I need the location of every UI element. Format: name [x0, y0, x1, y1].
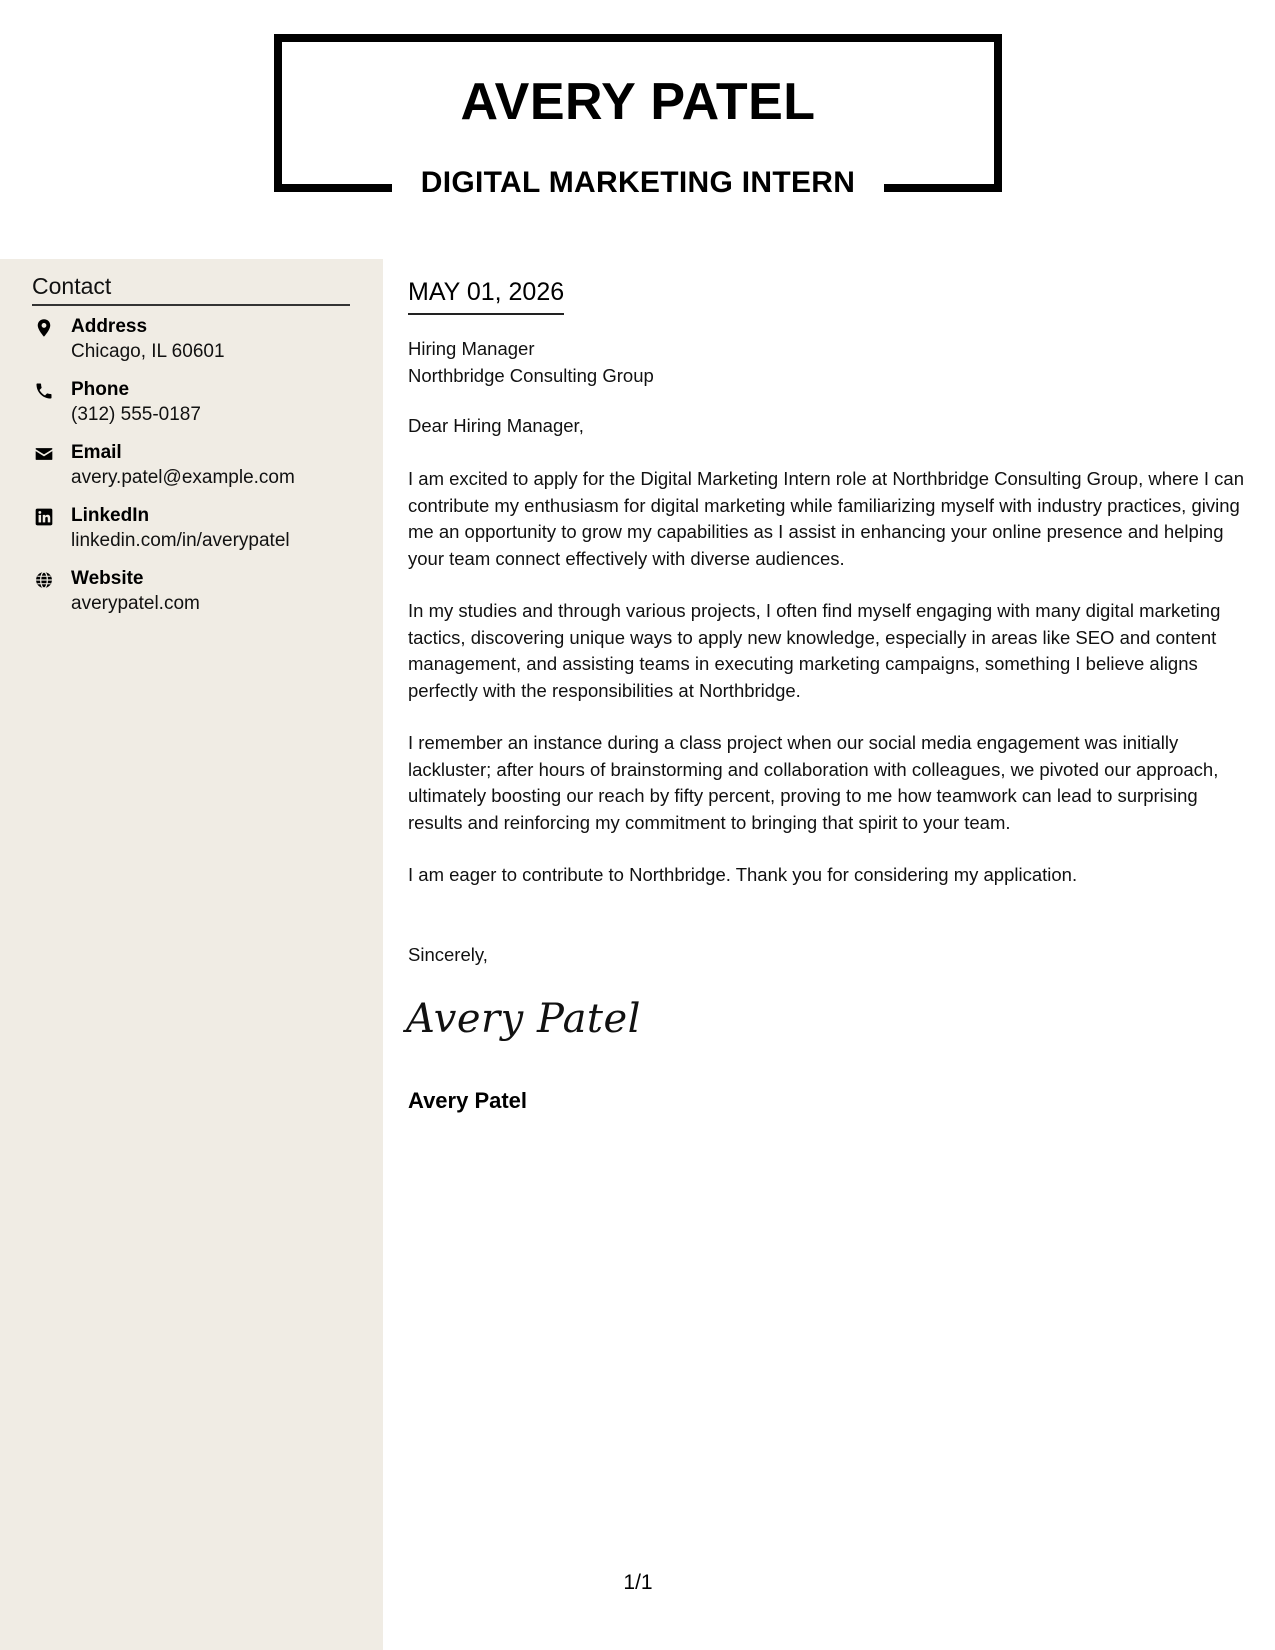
contact-item-phone	[32, 379, 372, 442]
map-pin-icon	[34, 318, 54, 338]
closing: Sincerely,	[408, 944, 488, 965]
salutation: Dear Hiring Manager,	[408, 415, 584, 436]
contact-value: Chicago, IL 60601	[71, 341, 225, 362]
body-paragraph-4: I am eager to contribute to Northbridge. Thank you for considering my application.	[408, 864, 1078, 885]
envelope-icon	[34, 444, 54, 464]
contact-label: Email	[71, 442, 122, 463]
contact-item-website	[32, 568, 372, 631]
contact-label: LinkedIn	[71, 505, 150, 526]
linkedin-icon	[34, 507, 54, 527]
contact-label: Phone	[71, 379, 130, 400]
globe-icon	[34, 570, 54, 590]
contact-item-linkedin	[32, 505, 372, 568]
body-paragraph-2: In my studies and through various projects, I often find myself engaging with many digital marketing tactics, discovering unique ways to apply new knowledge, especially in areas like SEO and content management, and assisting teams in executing marketing campaigns, something I believe aligns perfectly with the responsibilities at Northbridge.	[408, 600, 1221, 701]
phone-icon	[34, 381, 54, 401]
contact-label: Address	[71, 316, 148, 337]
job-title: DIGITAL MARKETING INTERN	[420, 166, 856, 199]
recipient-company: Northbridge Consulting Group	[408, 364, 654, 386]
contact-item-address	[32, 316, 372, 379]
recipient-title: Hiring Manager	[408, 338, 535, 359]
contact-label: Website	[71, 568, 144, 589]
contact-value: (312) 555-0187	[71, 404, 201, 425]
body-paragraph-3: I remember an instance during a class project when our social media engagement was initially lackluster; after hours of brainstorming and collaboration with colleagues, we pivoted our approach, ultimately boosting our reach by fifty percent, proving to me how teamwork can lead to surprising results and reinforcing my commitment to bringing that spirit to your team.	[408, 732, 1219, 833]
contact-value: linkedin.com/in/averypatel	[71, 530, 290, 551]
recipient-block	[408, 336, 1253, 389]
body-paragraph-1: I am excited to apply for the Digital Marketing Intern role at Northbridge Consulting Group, where I can contribute my enthusiasm for digital marketing while familiarizing myself with industry practices, giving me an opportunity to grow my capabilities as I assist in enhancing your online presence and helping your team connect effectively with diverse audiences.	[408, 468, 1245, 569]
contact-item-email	[32, 442, 372, 505]
contact-value: avery.patel@example.com	[71, 467, 295, 488]
applicant-name: AVERY PATEL	[460, 73, 816, 131]
contact-list	[32, 316, 372, 631]
letter-date: MAY 01, 2026	[408, 278, 564, 315]
contact-heading: Contact	[32, 273, 350, 306]
contact-value: averypatel.com	[71, 593, 200, 614]
signature: Avery Patel	[406, 996, 641, 1042]
signer-name: Avery Patel	[408, 1088, 528, 1113]
page-number: 1/1	[623, 1571, 653, 1594]
